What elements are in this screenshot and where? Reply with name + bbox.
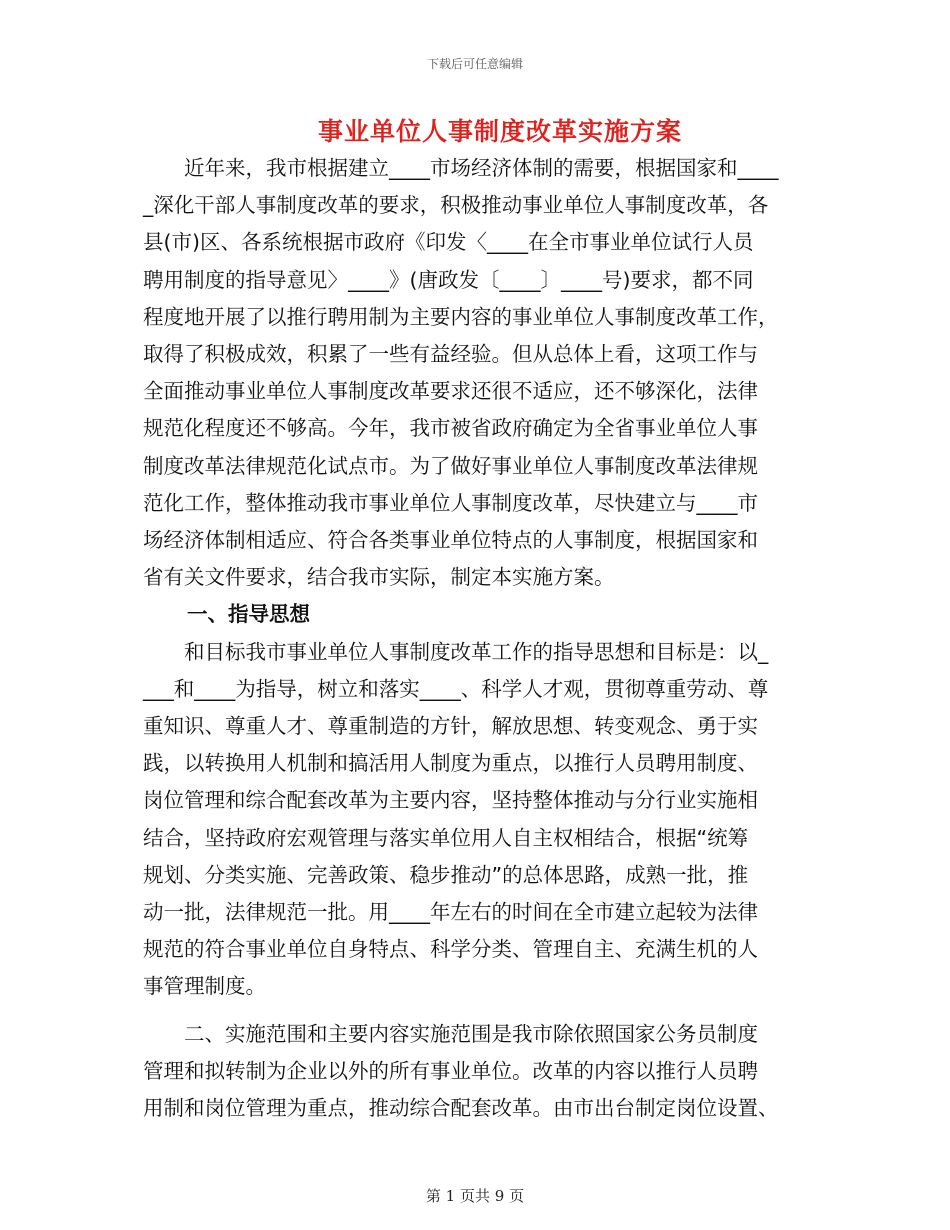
paragraph-intro [143,150,803,596]
text-line: 动一批，法律规范一批。用____年左右的时间在全市建立起较为法律 [143,900,758,925]
text-line: 岗位管理和综合配套改革为主要内容，坚持整体推动与分行业实施相 [143,788,758,813]
section-heading-guiding-ideology: 一、指导思想 [187,602,310,627]
text-line: 范化工作，整体推动我市事业单位人事制度改革，尽快建立与____市 [143,490,758,515]
paragraph-guiding-ideology [143,634,803,1006]
text-line: 场经济体制相适应、符合各类事业单位特点的人事制度，根据国家和 [143,528,758,553]
text-line: 和目标我市事业单位人事制度改革工作的指导思想和目标是：以_ [143,639,769,664]
text-line: 省有关文件要求，结合我市实际，制定本实施方案。 [143,565,615,590]
text-line: 用制和岗位管理为重点，推动综合配套改革。由市出台制定岗位设置、 [143,1096,779,1121]
page-footer: 第 1 页共 9 页 [425,1187,525,1205]
text-line: 近年来，我市根据建立____市场经济体制的需要，根据国家和____ [143,156,779,180]
text-line: 二、实施范围和主要内容实施范围是我市除依照国家公务员制度 [143,1021,758,1046]
text-line: 践，以转换用人机制和搞活用人制度为重点，以推行人员聘用制度、 [143,751,758,776]
text-line: ___和____为指导，树立和落实____、科学人才观，贯彻尊重劳动、尊 [143,676,769,701]
text-line: 县(市)区、各系统根据市政府《印发〈____在全市事业单位试行人员 [143,230,754,255]
document-title: 事业单位人事制度改革实施方案 [317,117,682,146]
text-line: 取得了积极成效，积累了一些有益经验。但从总体上看，这项工作与 [143,342,758,367]
text-line: 重知识、尊重人才、尊重制造的方针，解放思想、转变观念、勇于实 [143,714,758,739]
text-line: 程度地开展了以推行聘用制为主要内容的事业单位人事制度改革工作， [143,304,779,329]
text-line: 制度改革法律规范化试点市。为了做好事业单位人事制度改革法律规 [143,453,758,478]
page-header: 下载后可任意编辑 [426,57,523,71]
text-line: 规划、分类实施、完善政策、稳步推动”的总体思路，成熟一批，推 [143,862,749,887]
text-line: 事管理制度。 [143,974,266,999]
text-line: 规范的符合事业单位自身特点、科学分类、管理自主、充满生机的人 [143,937,758,962]
paragraph-gap [143,1006,803,1016]
text-line: 管理和拟转制为企业以外的所有事业单位。改革的内容以推行人员聘 [143,1058,758,1083]
text-line: 规范化程度还不够高。今年，我市被省政府确定为全省事业单位人事 [143,416,758,441]
text-line: 结合，坚持政府宏观管理与落实单位用人自主权相结合，根据“统筹 [143,825,749,850]
document-body [143,150,803,1127]
text-line: _深化干部人事制度改革的要求，积极推动事业单位人事制度改革，各 [143,193,769,218]
text-line: 全面推动事业单位人事制度改革要求还很不适应，还不够深化，法律 [143,379,758,404]
paragraph-scope [143,1016,803,1128]
text-line: 聘用制度的指导意见〉____》(唐政发〔____〕____号)要求，都不同 [143,267,754,292]
